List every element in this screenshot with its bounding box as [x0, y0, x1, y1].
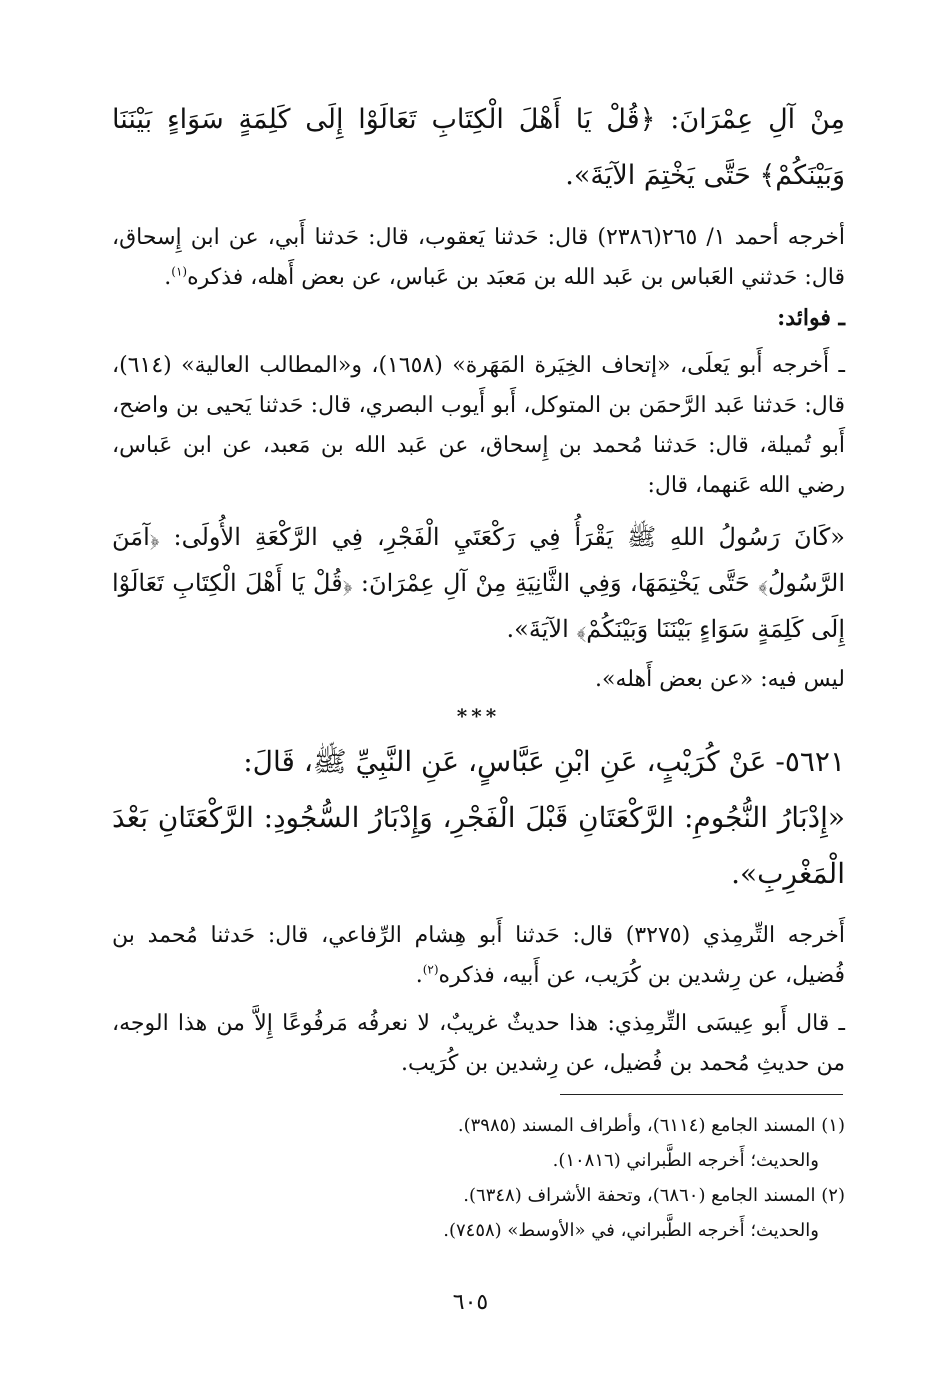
- footnote-1: (١) المسند الجامع (٦١١٤)، وأطراف المسند (٣٩٨٥).: [457, 1115, 845, 1136]
- takhrij-end-2: .: [415, 963, 423, 988]
- takhrij-text: أخرجه أحمد ١/ ٢٦٥(٢٣٨٦) قال: حَدثنا يَعقوب، قال: حَدثنا أَبي، عن ابن إِسحاق، قال: حَدثني العَباس بن عَبد الله بن مَعبَد بن عَباس، عن بعض أَهله، فذكره: [112, 225, 845, 290]
- note-paragraph: ليس فيه: «عن بعض أَهله».: [595, 667, 845, 692]
- hadith-text: «كَانَ رَسُولُ اللهِ ﷺ يَقْرَأُ فِي رَكْعَتَيِ الْفَجْرِ، فِي الرَّكْعَةِ الأُولَى: ﴿آمَنَ الرَّسُولُ﴾ حَتَّى يَخْتِمَهَا، وَفِي الثَّانِيَةِ مِنْ آلِ عِمْرَانَ: ﴿قُلْ يَا أَهْلَ الْكِتَابِ تَعَالَوْا إِلَى كَلِمَةٍ سَوَاءٍ بَيْنَنَا وَبَيْنَكُمْ﴾ الآيَةَ».: [112, 523, 845, 643]
- takhrij-end: .: [164, 265, 172, 290]
- footnote-separator: [560, 1094, 843, 1095]
- hadith-matn: «إِدْبَارُ النُّجُومِ: الرَّكْعَتَانِ قَبْلَ الْفَجْرِ، وَإِدْبَارُ السُّجُودِ: الرَّكْعَتَانِ بَعْدَ الْمَغْرِبِ».: [112, 801, 845, 890]
- main-text: [112, 92, 845, 1084]
- footnote-ref-1: (١): [171, 264, 188, 279]
- footnotes: [112, 1108, 845, 1248]
- footnote-ref-2: (٢): [422, 962, 439, 977]
- footnote-2: (٢) المسند الجامع (٦٨٦٠)، وتحفة الأشراف (٦٣٤٨).: [463, 1185, 845, 1206]
- takhrij-paragraph: [112, 218, 845, 298]
- footnote-1-cont: والحديث؛ أَخرجه الطَّبراني (١٠٨١٦).: [552, 1150, 819, 1171]
- hadith-isnad: ٥٦٢١- عَنْ كُرَيْبٍ، عَنِ ابْنِ عَبَّاسٍ، عَنِ النَّبِيِّ ﷺ، قَالَ:: [243, 745, 845, 778]
- fawaid-paragraph: ـ أَخرجه أَبو يَعلَى، «إتحاف الخِيَرة المَهَرة» (١٦٥٨)، و«المطالب العالية» (٦١٤)، قال: حَدثنا عَبد الرَّحمَن بن المتوكل، أَبو أَيوب البصري، قال: حَدثنا يَحيى بن واضح، أَبو تُميلة، قال: حَدثنا مُحمد بن إِسحاق، عن عَبد الله بن مَعبد، عن ابن عَباس، رضي الله عَنهما، قال:: [112, 353, 845, 498]
- tirmidhi-comment: ـ قال أَبو عِيسَى التِّرمِذي: هذا حديثٌ غريبٌ، لا نعرفُه مَرفُوعًا إِلاَّ من هذا الوجه، من حديثِ مُحمد بن فُضيل، عن رِشدين بن كُرَيب.: [112, 1011, 845, 1076]
- section-heading: ـ فوائد:: [777, 305, 845, 331]
- page-number: ٦٠٥: [452, 1290, 489, 1315]
- section-divider: ***: [456, 704, 501, 728]
- takhrij-paragraph-2: [112, 916, 845, 996]
- verse-continuation: مِنْ آلِ عِمْرَانَ: ﴿قُلْ يَا أَهْلَ الْكِتَابِ تَعَالَوْا إِلَى كَلِمَةٍ سَوَاءٍ بَيْنَنَا وَبَيْنَكُمْ﴾ حَتَّى يَخْتِمَ الآيَةَ».: [112, 104, 845, 191]
- takhrij-text-2: أَخرجه التِّرمِذي (٣٢٧٥) قال: حَدثنا أَبو هِشام الرِّفاعي، قال: حَدثنا مُحمد بن فُضيل، عن رِشدين بن كُرَيب، عن أَبيه، فذكره: [112, 923, 845, 988]
- footnote-2-cont: والحديث؛ أَخرجه الطَّبراني، في «الأوسط» (٧٤٥٨).: [443, 1220, 819, 1241]
